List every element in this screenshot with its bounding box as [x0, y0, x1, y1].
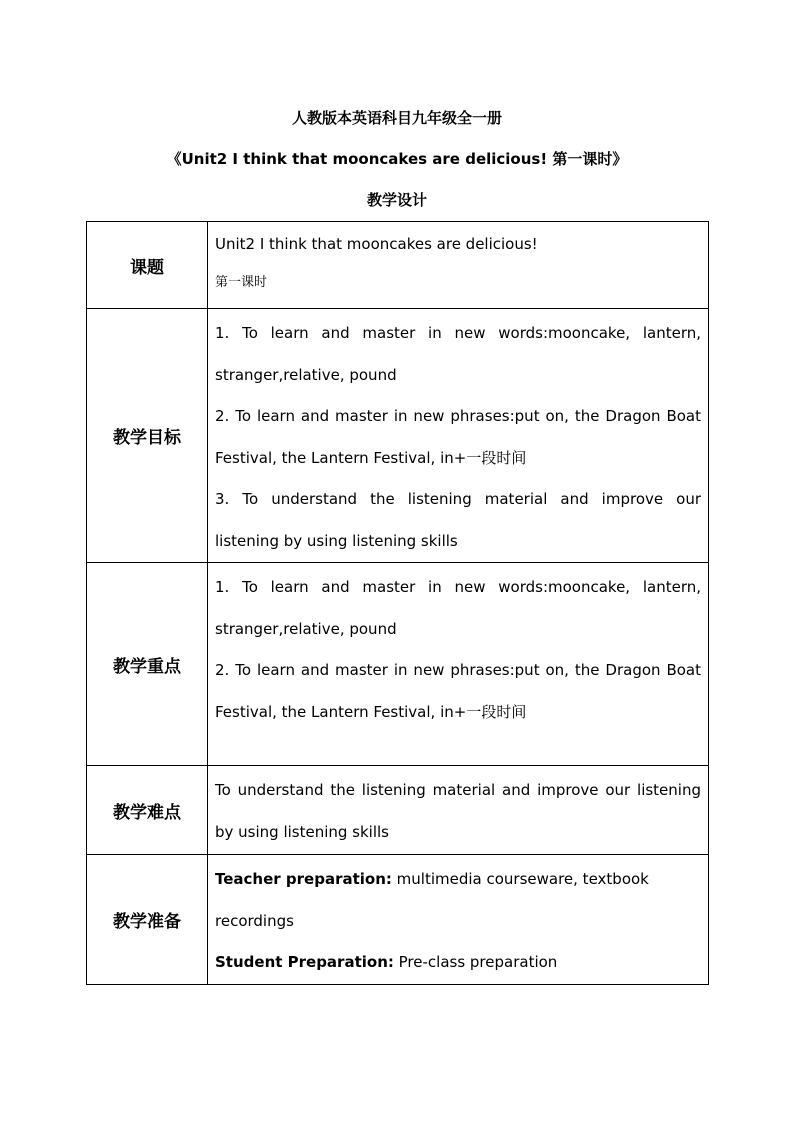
student-preparation-text: Pre-class preparation [393, 953, 558, 971]
document-title: 人教版本英语科目九年级全一册 [291, 109, 502, 127]
row-content-key-points [208, 563, 709, 766]
topic-period: 第一课时 [215, 275, 268, 290]
content-line: Festival, the Lantern Festival, in+一段时间 [215, 702, 527, 721]
table-row-difficulties [87, 766, 709, 855]
row-label-difficulties: 教学难点 [87, 766, 208, 855]
content-line: 2. To learn and master in new phrases:put on, the Dragon Boat [215, 407, 701, 425]
content-line: stranger,relative, pound [215, 365, 397, 384]
content-line: 3. To understand the listening material and improve our [215, 490, 701, 508]
content-line: listening by using listening skills [215, 531, 458, 550]
student-preparation-line [215, 942, 701, 984]
table-row-objectives [87, 309, 709, 563]
row-content-objectives [208, 309, 709, 563]
lesson-plan-table [86, 221, 709, 985]
teacher-preparation-line [215, 859, 701, 901]
table-row-key-points [87, 563, 709, 766]
topic-line: Unit2 I think that mooncakes are delicious! [215, 235, 538, 253]
row-content-topic [208, 222, 709, 309]
table-row-topic [87, 222, 709, 309]
row-content-difficulties [208, 766, 709, 855]
teacher-preparation-text: multimedia courseware, textbook [391, 870, 649, 888]
row-label-preparation: 教学准备 [87, 855, 208, 985]
content-line: by using listening skills [215, 822, 390, 841]
student-preparation-label: Student Preparation: [215, 953, 394, 971]
content-line: Festival, the Lantern Festival, in+一段时间 [215, 448, 527, 467]
row-content-preparation [208, 855, 709, 985]
table-row-preparation [87, 855, 709, 985]
document-subtitle: 教学设计 [366, 191, 427, 209]
teacher-preparation-continued: recordings [215, 911, 294, 930]
content-line: 1. To learn and master in new words:mooncake, lantern, [215, 324, 701, 342]
row-label-key-points: 教学重点 [87, 563, 208, 766]
teacher-preparation-label: Teacher preparation: [215, 870, 392, 888]
content-line: 2. To learn and master in new phrases:put on, the Dragon Boat [215, 661, 701, 679]
row-label-topic: 课题 [87, 222, 208, 309]
content-line: 1. To learn and master in new words:mooncake, lantern, [215, 578, 701, 596]
lesson-title: 《Unit2 I think that mooncakes are delicious! 第一课时》 [166, 150, 628, 168]
content-line: stranger,relative, pound [215, 619, 397, 638]
content-line: To understand the listening material and improve our listening [215, 781, 701, 799]
row-label-objectives: 教学目标 [87, 309, 208, 563]
